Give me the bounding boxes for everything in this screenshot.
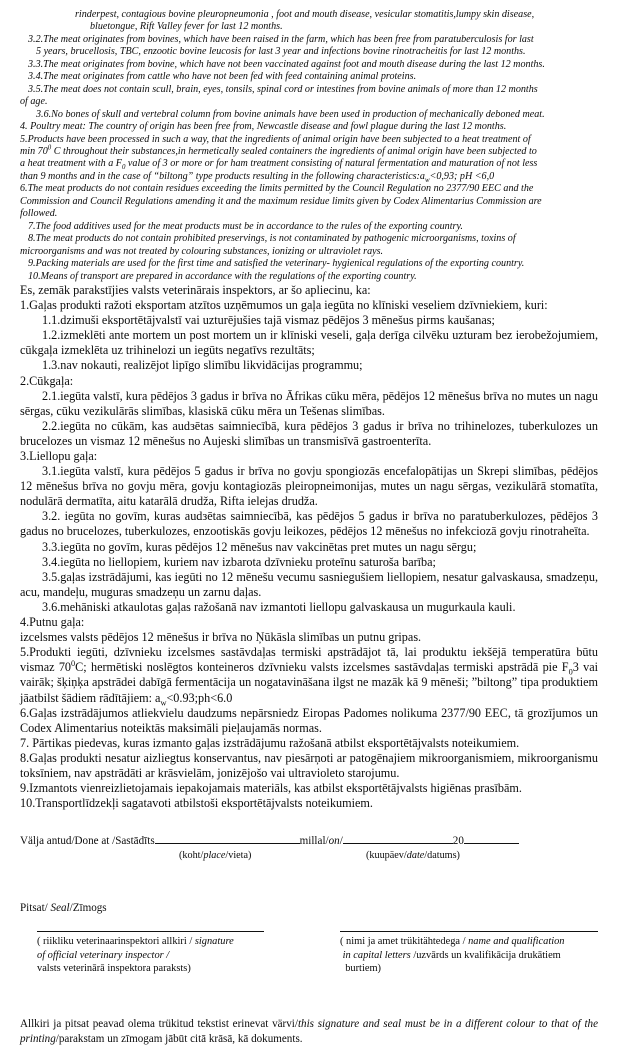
sig-right-p1: ( nimi ja amet trükitähtedega / (340, 936, 469, 948)
en-aw-pre: than 9 months and in the case of “biltong” type products resulting in the following characteristics:a (20, 170, 425, 182)
lv-item5-part3: 3 vai vairāk; šķiņķa apstrādei dabīgā fermentācija un nogatavināšana ilgst ne mazāk kā 9 mēneši; ”biltong” tipa produktiem jāatbilst šādiem rādītājiem: a (20, 660, 598, 705)
place-fill-field[interactable] (155, 832, 300, 844)
date-fill-field[interactable] (343, 832, 453, 844)
seal-plain1: Pitsat/ (20, 902, 51, 915)
lv-clause-3-1: 3.1.iegūta valstī, kura pēdējos 5 gadus ir brīva no govju spongiozās encefalopātijas un Skrepi slimības, pēdējos 12 mēnešus brīva no govju mēra, govju kontagiozās pleiropneimonijas, mutes un nagu sērgas, vezikulārā stomatīta, nodulārā dermatīta, aitu katarālā drudža, Rifta ielejas drudža. (20, 464, 598, 509)
date-caption-p1: (kuupäev/ (366, 850, 407, 862)
en-clause-5-line2 (20, 146, 598, 158)
lv-clause-1-3: 1.3.nav nokauti, realizējot lipīgo slimību likvidācijas programmu; (42, 358, 363, 373)
place-caption-it: place (203, 850, 226, 862)
lv-clause-7: 7. Pārtikas piedevas, kuras izmanto gaļas izstrādājumu ražošanā atbilst eksportētājvalsts noteikumiem. (20, 735, 520, 750)
en-temp-pre: min 70 (20, 145, 48, 157)
en-clause-7: 7.The food additives used for the meat products must be in accordance to the rules of the exporting country. (28, 220, 463, 232)
en-clause-6: 6.The meat products do not contain residues exceeding the limits permitted by the Council Regulation no 2377/90 EEC and the (20, 183, 534, 195)
signature-area (20, 931, 598, 987)
seal-plain2: /Zīmogs (69, 902, 107, 915)
lv-item5-part1: 5.Produkti iegūti, dzīvnieku izcelsmes sastāvdaļas termiski apstrādājot tā, lai produktu iekšējā temperatūra būtu vismaz 70 (20, 645, 598, 675)
year-fill-field[interactable] (464, 832, 519, 844)
seal-label (20, 901, 598, 915)
english-clauses-block (20, 9, 598, 283)
sig-left-it1: signature (194, 936, 234, 948)
sig-left-line1 (37, 935, 264, 948)
lv-clause-9: 9.Izmantots vienreizlietojamais iepakojamais materiāls, kas atbilst eksportētājvalsts higiēnas prasībām. (20, 781, 522, 796)
date-label-plain: millal/ (299, 835, 329, 848)
sig-right-line2 (340, 949, 598, 962)
en-clause-3-5: 3.5.The meat does not contain scull, brain, eyes, tonsils, spinal cord or intestines from bovine animals of more than 12 months (28, 83, 538, 95)
lv-item5-part2: C; hermētiski noslēgtos konteineros dzīvnieku valsts izcelsmes sastāvdaļas termiski apstrādā pie F (75, 660, 569, 675)
lv-clause-2: 2.Cūkgaļa: (20, 373, 74, 388)
signature-block-name-qualification (340, 931, 598, 975)
date-label-slash: / (339, 835, 343, 848)
lv-clause-4-body: izcelsmes valsts pēdējos 12 mēnešus ir brīva no Ņūkāsla slimības un putnu gripas. (20, 630, 422, 645)
en-clause-6-end: followed. (20, 208, 58, 220)
sig-left-it2: of official veterinary inspector / (37, 949, 170, 961)
en-clause-3-6: 3.6.No bones of skull and vertebral column from bovine animals have been used in production of mechanically deboned meat. (36, 108, 545, 120)
degree-superscript: 0 (47, 144, 52, 152)
footer-colour-note (20, 1017, 598, 1046)
en-clause-8: 8.The meat products do not contain prohibited preservings, is not contaminated by pathogenic microorganisms, toxins of (28, 233, 516, 245)
note-italic1: this signature and seal must be in a different colour to that of the printing (20, 1018, 599, 1045)
en-clause-3-4: 3.4.The meat originates from cattle who have not been fed with feed containing animal proteins. (28, 71, 417, 83)
lv-clause-10: 10.Transportlīdzekļi sagatavoti atbilstoši eksportētājvalsts noteikumiem. (20, 796, 373, 811)
note-plain1: Allkiri ja pitsat peavad olema trükitud tekstist erinevat värvi/ (20, 1018, 298, 1031)
lv-f0-subscript: 0 (568, 667, 573, 677)
year-prefix: 20 (452, 835, 464, 848)
en-clause-10: 10.Means of transport are prepared in accordance with the regulations of the exporting country. (28, 270, 417, 282)
done-at-label: Välja antud/Done at /Sastādīts (20, 835, 155, 848)
signature-rule-right[interactable] (340, 931, 598, 932)
lv-clause-3-3: 3.3.iegūta no govīm, kuras pēdējos 12 mēnešus nav vakcinētas pret mutes un nagu sērgu; (42, 539, 477, 554)
place-caption-p2: /vieta) (225, 850, 252, 862)
en-clause-3-5-cont: of age. (20, 96, 48, 108)
en-clause-6-cont: Commission and Council Regulations amending it and the maximum residue limits given by Codex Alimentarius Commission are (20, 195, 542, 207)
done-at-row (20, 832, 598, 848)
sig-right-it2: in capital letters (342, 949, 414, 961)
sig-right-line1 (340, 935, 598, 948)
signature-rule-left[interactable] (37, 931, 264, 932)
en-clause-8-cont: microorganisms and was not treated by colouring substances, ionizing or ultraviolet rays. (20, 245, 384, 257)
lv-clause-1-1: 1.1.dzimuši eksportētājvalstī vai uzturējušies tajā vismaz pēdējos 3 mēnešus pirms kaušanas; (42, 313, 495, 328)
lv-clause-3-6: 3.6.mehāniski atkaulotas gaļas ražošanā nav izmantoti liellopu galvaskausa un mugurkaula kauli. (42, 599, 516, 614)
lv-degree-superscript: 0 (71, 659, 76, 669)
lv-item5-part4: <0.93;ph<6.0 (166, 690, 233, 705)
en-clause-5-line3 (20, 158, 598, 170)
aw-subscript: w (424, 176, 430, 184)
en-clause-5: 5.Products have been processed in such a way, that the ingredients of animal origin have been subjected to a heat treatment of (20, 133, 531, 145)
place-caption (179, 849, 251, 862)
seal-italic: Seal (50, 902, 70, 915)
sig-right-it1: name and qualification (468, 936, 565, 948)
sig-left-line3: valsts veterinārā inspektora paraksts) (37, 963, 191, 975)
lv-clause-1: 1.Gaļas produkti ražoti eksportam atzītos uzņēmumos un gaļa iegūta no klīniski veseliem dzīvniekiem, kuri: (20, 298, 548, 313)
lv-aw-subscript: w (160, 697, 167, 707)
note-plain2: /parakstam un zīmogam jābūt citā krāsā, kā dokuments. (55, 1032, 303, 1045)
lv-clause-1-2: 1.2.izmeklēti ante mortem un post mortem un ir klīniski veseli, gaļa derīga cilvēku uzturam bez ierobežojumiem, cūkgaļa izmeklēta uz trihinelozi un iegūts negatīvs rezultāts; (20, 328, 598, 358)
lv-clause-8: 8.Gaļas produkti nesatur aizliegtus konservantus, nav piesārņoti ar patogēnajiem mikroorganismiem, mikroorganismu toksīniem, nav apstrādāti ar krāsvielām, jonizējošo vai ultravioleto starojumu. (20, 750, 598, 780)
lv-clause-3: 3.Liellopu gaļa: (20, 449, 98, 463)
en-f0-post: value of 3 or more or for ham treatment consisting of natural fermentation and maturation of not less (125, 158, 538, 170)
latvian-clauses-block (20, 283, 598, 811)
lv-clause-2-1: 2.1.iegūta valstī, kura pēdējos 3 gadus ir brīva no Āfrikas cūku mēra, pēdējos 12 mēnešus brīva no mutes un nagu sērgas, cūku vezikulārās slimības, klasiskā cūku mēra un Tešenas slimības. (20, 388, 598, 418)
lv-clause-4: 4.Putnu gaļa: (20, 615, 85, 630)
signature-block-inspector (37, 931, 264, 975)
fill-in-captions (20, 849, 598, 863)
lv-clause-3-4: 3.4.iegūta no liellopiem, kuriem nav izbarota dzīvnieku proteīnu saturoša barība; (42, 554, 436, 569)
en-clause-4: 4. Poultry meat: The country of origin has been free from, Newcastle disease and fowl plague during the last 12 months. (20, 121, 507, 133)
en-clause-3-2-cont: 5 years, brucellosis, TBC, enzootic bovine leucosis for last 3 year and infections bovine rinotracheitis for last 12 months. (36, 46, 526, 58)
lv-clause-3-5: 3.5.gaļas izstrādājumi, kas iegūti no 12 mēnešu vecumu sasniegušiem liellopiem, nesatur galvaskausa, smadzeņu, acu, mandeļu, muguras smadzeņu un zarnu daļas. (20, 569, 598, 599)
en-clause-3-3: 3.3.The meat originates from bovine, which have not been vaccinated against foot and mouth disease during the last 12 months. (28, 58, 545, 70)
sig-right-line3 (340, 962, 598, 975)
sig-left-line2 (37, 949, 264, 962)
sig-right-p2: /uzvārds un kvalifikācija drukātiem (413, 949, 561, 961)
en-line-diseases-1: rinderpest, contagious bovine pleuropneumonia , foot and mouth disease, vesicular stomatitis,lumpy skin disease, (75, 9, 535, 20)
lv-clause-3-2: 3.2. iegūta no govīm, kuras audзētas saimniecībā, kas pēdējos 5 gadus ir brīva no paratuberkulozes, pēdējos 3 gadus no brucelozes, tuberkulozes, enzootiskās govju leikozes, pēdējos 12 mēnešus no infekciozā govju rinotraheīta. (20, 509, 598, 539)
sig-left-p1: ( riikliku veterinaarinspektori allkiri / (37, 936, 195, 948)
date-caption-it: date (406, 850, 425, 862)
f0-subscript: 0 (121, 164, 126, 172)
date-caption-p2: /datums) (424, 850, 460, 862)
en-line-diseases-2: bluetongue, Rift Valley fever for last 12 months. (90, 21, 283, 33)
en-clause-5-line4 (20, 171, 598, 183)
place-caption-p1: (koht/ (179, 850, 204, 862)
en-clause-9: 9.Packing materials are used for the first time and satisfied the veterinary- hygienical regulations of the exporting country. (28, 258, 525, 270)
en-clause-3-2: 3.2.The meat originates from bovines, which have been raised in the farm, which has been free from paratuberculosis for last (28, 33, 534, 45)
lv-clause-2-2: 2.2.iegūta no cūkām, kas audзētas saimniecībā, kura pēdējos 3 gadus ir brīva no trihinelozes, tuberkulozes un brucelozes un vismaz 12 mēnešus no Aujeski slimības un transmisīvā gastroenterīta. (20, 418, 598, 448)
date-caption (366, 849, 460, 862)
date-label-italic: on (328, 835, 340, 848)
lv-intro: Es, zemāk parakstījies valsts veterinārais inspektors, ar šo apliecinu, ka: (20, 282, 371, 297)
en-f0-pre: a heat treatment with a F (20, 158, 122, 170)
en-temp-post: C throughout their substances,in hermetically sealed containers the ingredients of animal origin have been subjected to (51, 145, 537, 157)
sig-right-p3: burtiem) (345, 963, 381, 975)
lv-clause-6: 6.Gaļas izstrādājumos atliekvielu daudzums nepārsniedz Eiropas Padomes nolikuma 2377/90 EEC, tā grozījumos un Codex Alimentarius noteiktās maksimāli pieļaujamās normas. (20, 705, 598, 735)
en-aw-post: <0,93; pH <6,0 (429, 170, 495, 182)
lv-clause-5 (20, 645, 598, 705)
